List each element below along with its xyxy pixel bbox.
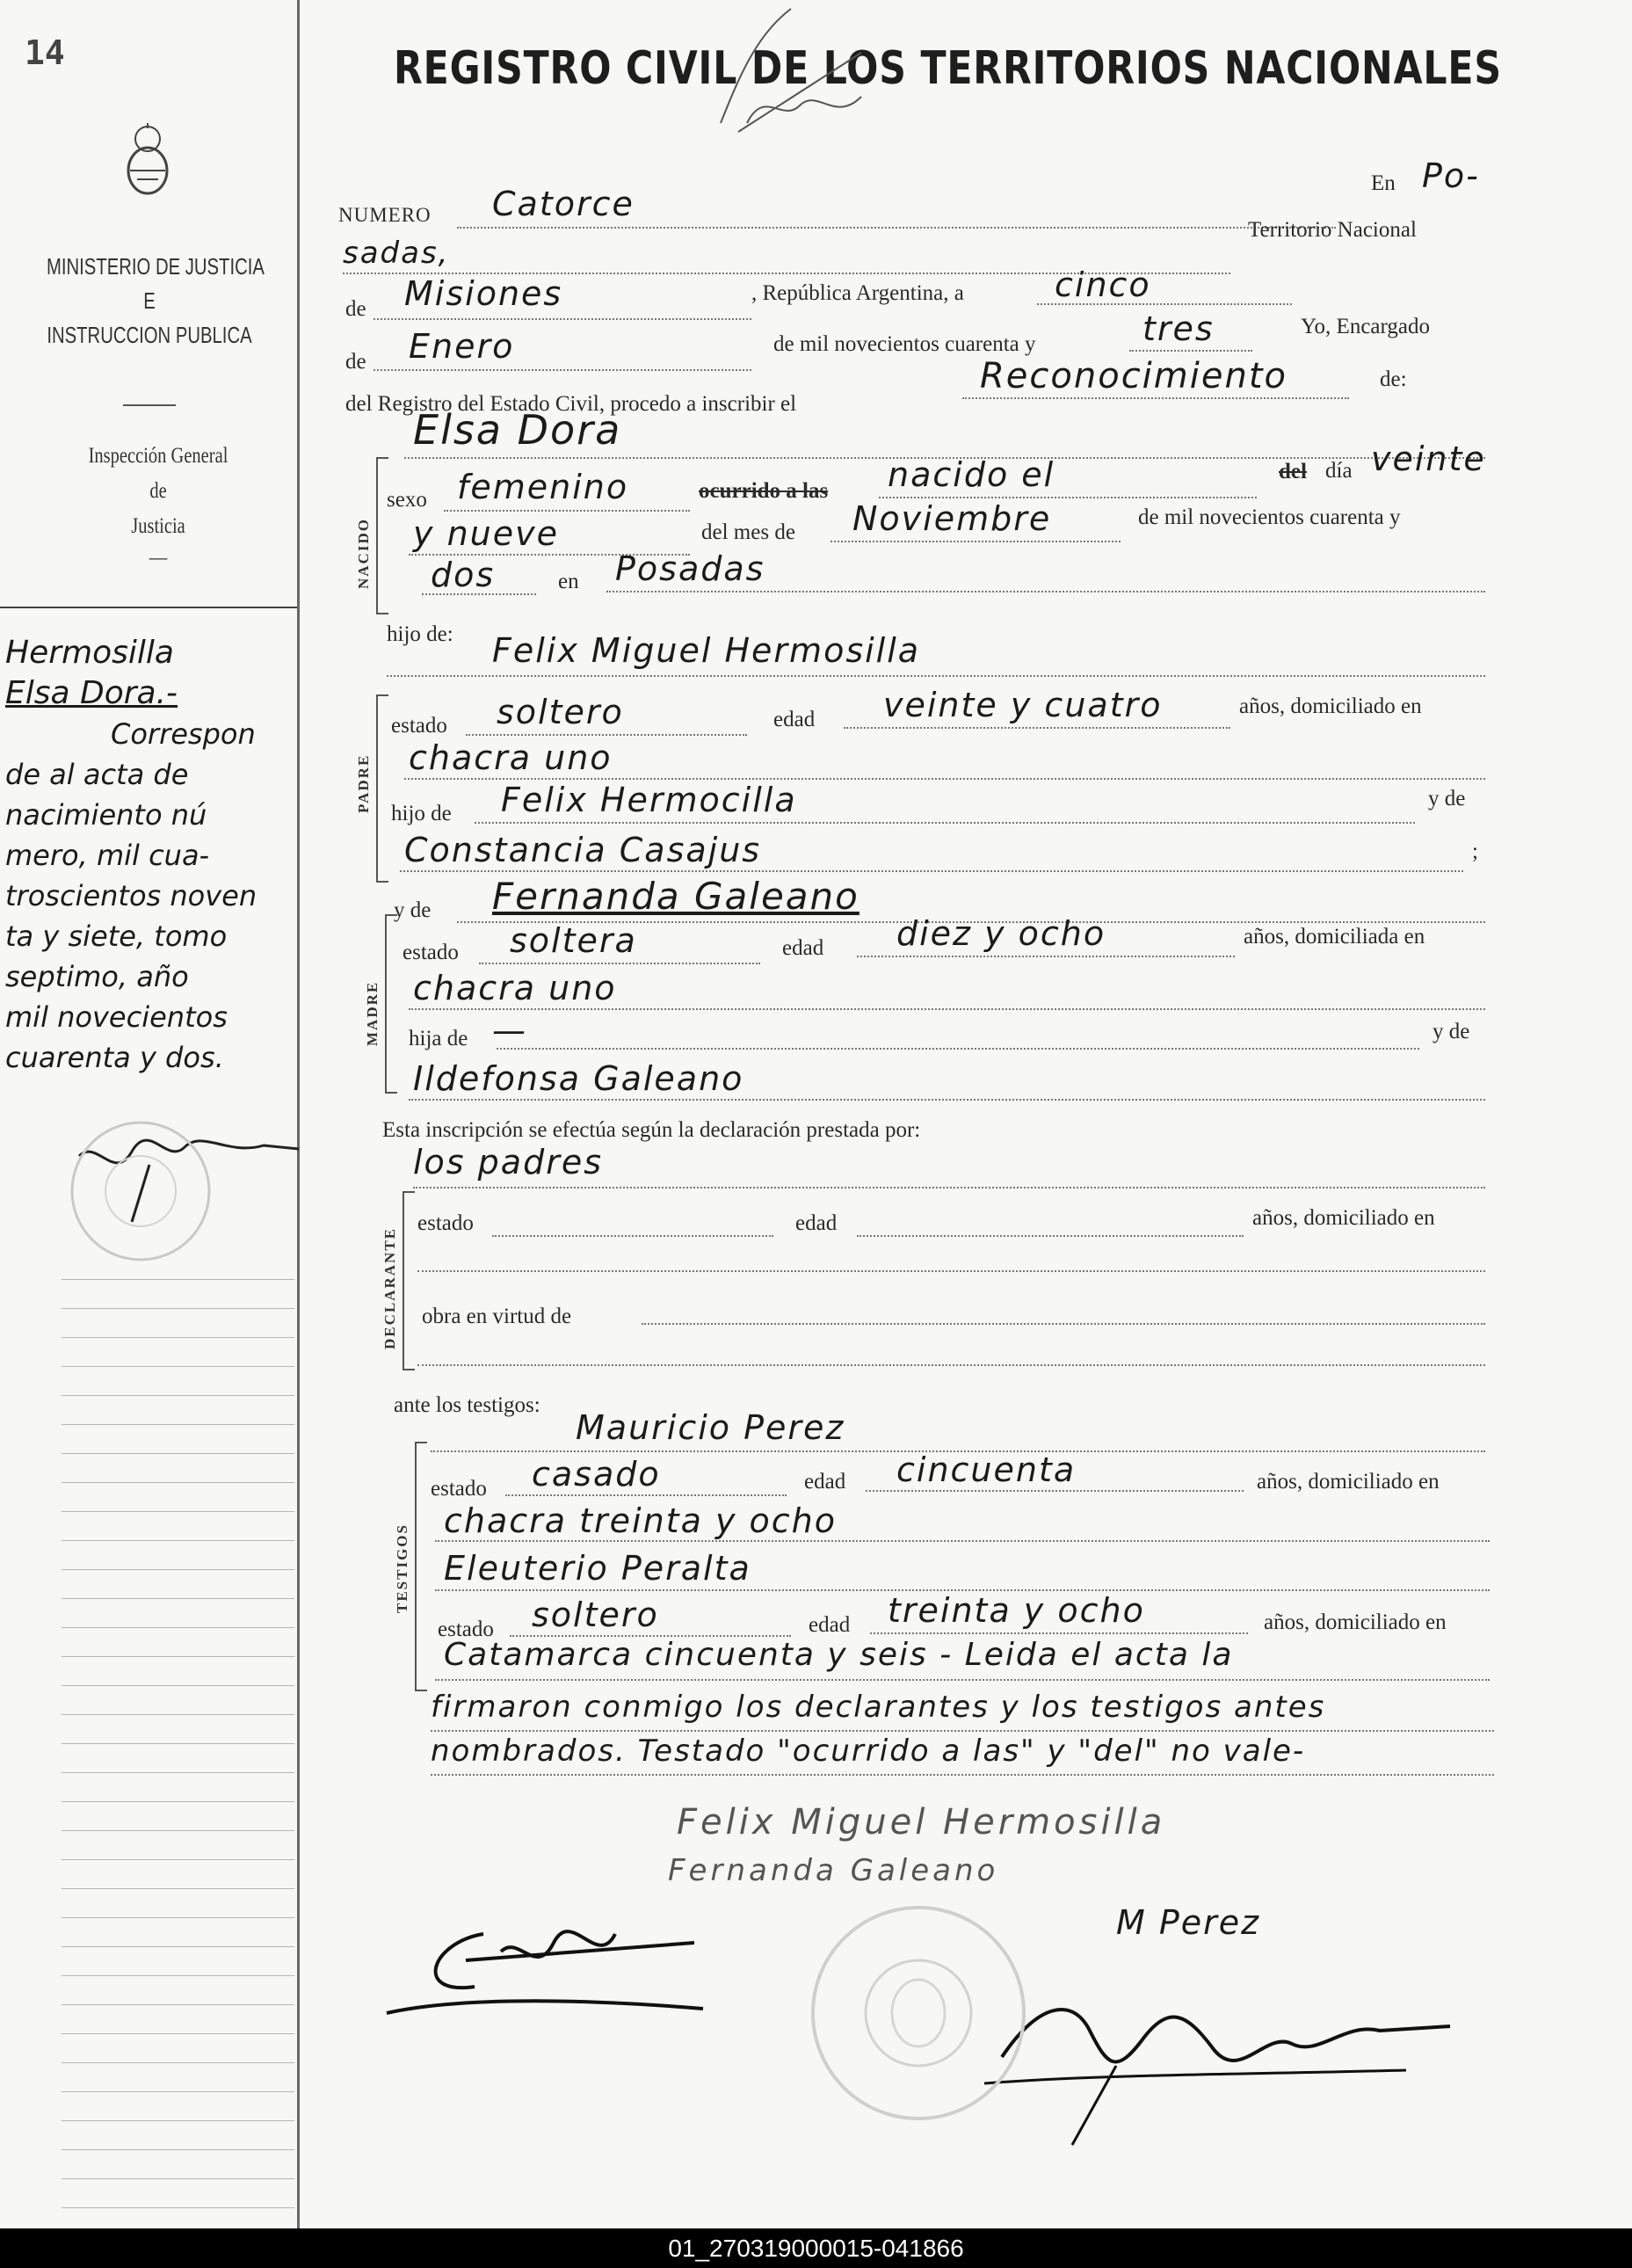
declarante-field-line [413,1187,1485,1189]
annotation-line: mero, mil cua- [5,839,210,872]
margin-rule [62,1946,294,1947]
field-padre-edad: veinte y cuatro [883,686,1163,724]
field-nac-mes: Noviembre [852,499,1052,538]
margin-rule [62,1453,294,1454]
ministry-divider [123,404,176,406]
annotation-line: mil novecientos [5,1000,228,1034]
margin-rule [62,1975,294,1976]
document-id-footer: 01_270319000015-041866 [0,2228,1632,2268]
annotation-line: septimo, año [5,960,189,993]
margin-rule [62,2120,294,2121]
label-testigos: ante los testigos: [394,1393,540,1417]
title-scribble [685,0,896,149]
closing-line-3: nombrados. Testado "ocurrido a las" y "del" no vale- [431,1734,1306,1769]
field-abuela-mat: Ildefonsa Galeano [413,1059,744,1098]
obra-field-line2 [417,1364,1485,1366]
label-padre-anos: años, domiciliado en [1239,694,1422,718]
annotation-line: Hermosilla [5,635,174,671]
field-madre-nombre: Fernanda Galeano [492,875,860,918]
document-title: REGISTRO CIVIL DE LOS TERRITORIOS NACIONALES [394,42,1502,95]
padre-bracket [376,694,388,883]
padre-estado-field-line [466,734,747,736]
field-nombre: Elsa Dora [413,406,622,454]
margin-rule [62,1801,294,1802]
side-label-padre: PADRE [355,753,372,813]
padre-nombre-field-line [387,675,1485,677]
closing-line-2: firmaron conmigo los declarantes y los testigos antes [431,1690,1326,1725]
label-decl-estado: estado [417,1211,474,1235]
margin-rule [62,1482,294,1483]
label-hija-de: hija de [409,1027,468,1050]
label-numero: NUMERO [338,204,432,226]
label-ocurrido: ocurrido a las [699,479,829,503]
anio-field-line [1129,350,1252,352]
field-t1-dom: chacra treinta y ocho [444,1501,837,1540]
t1-estado-field-line [505,1494,787,1496]
margin-rule [62,2033,294,2034]
decl-edad-field-line [857,1235,1244,1237]
ministry-line: INSTRUCCION PUBLICA [47,322,252,348]
label-t2-edad: edad [809,1613,851,1637]
label-y-de: y de [1428,787,1466,811]
field-numero: Catorce [492,185,635,223]
testigos-bracket [415,1442,427,1691]
side-label-declarante: DECLARANTE [381,1226,398,1349]
annotation-line: de al acta de [5,758,189,791]
inspection-heading [50,444,266,571]
label-territorio: Territorio Nacional [1248,218,1417,242]
label-hijo: hijo de: [387,622,453,646]
official-seal [804,1899,1033,2127]
field-abuela-pat: Constancia Casajus [404,831,762,869]
obra-field-line [642,1323,1485,1325]
decl-dom-field-line [417,1270,1485,1272]
field-mes: Enero [409,327,515,366]
nac-mes-field-line [831,541,1121,542]
margin-rule [62,1917,294,1918]
label-de-mil: de mil novecientos cuarenta y [773,332,1036,356]
margin-rule [62,1511,294,1512]
label-en2: en [558,570,579,593]
label-en: En [1371,171,1396,195]
label-sexo: sexo [387,488,427,512]
nacido-bracket [376,457,388,614]
margin-rule [62,1888,294,1889]
signature-father: Felix Miguel Hermosilla [677,1802,1166,1843]
side-label-nacido: NACIDO [355,518,372,589]
closing-line-1: Catamarca cincuenta y seis - Leida el acta la [444,1637,1234,1673]
margin-rule [62,1627,294,1628]
abuelo-mat-field-line [497,1048,1419,1050]
margin-rule [62,2062,294,2063]
margin-annotation [5,633,295,1078]
label-decl-edad: edad [795,1211,838,1235]
field-dia: cinco [1055,265,1151,304]
label-t1-edad: edad [804,1470,846,1494]
margin-rule [62,1424,294,1425]
field-territorio: Misiones [404,274,563,313]
margin-rule [62,1685,294,1686]
annotation-line: nacimiento nú [5,798,207,832]
label-decl-anos: años, domiciliado en [1252,1206,1435,1230]
label-del-registro: del Registro del Estado Civil, procedo a inscribir el [345,392,797,416]
t1-edad-field-line [866,1490,1244,1492]
madre-estado-field-line [479,963,760,964]
margin-rule [62,1337,294,1338]
margin-rule [62,1395,294,1396]
label-hijo-de: hijo de [391,802,452,825]
padre-edad-field-line [844,727,1230,729]
declarante-bracket [403,1191,415,1370]
field-t1-edad: cincuenta [896,1450,1077,1489]
margin-rule [62,1859,294,1860]
abuela-mat-field-line [409,1099,1485,1101]
field-t2-estado: soltero [532,1596,659,1634]
page-number: 14 [25,33,65,72]
dia-field-line [1037,303,1292,305]
margin-rule [62,1598,294,1599]
inspection-dash: — [149,546,168,570]
field-nac-anio: dos [431,556,496,594]
mes-field-line [374,369,751,371]
ministry-line: MINISTERIO DE JUSTICIA [47,253,265,280]
field-madre-edad: diez y ocho [896,914,1106,953]
label-del-mes: del mes de [701,520,795,544]
annotation-line: troscientos noven [5,879,257,912]
field-lugar-cont: sadas, [343,236,450,271]
margin-separator [297,0,300,2228]
madre-dom-field-line [409,1008,1485,1010]
margin-stamp [62,1116,220,1266]
ministry-heading [47,253,265,349]
nacido-field-line [879,497,1257,498]
field-padre-dom: chacra uno [409,738,613,777]
side-label-testigos: TESTIGOS [394,1523,410,1613]
label-t1-estado: estado [431,1477,487,1501]
margin-rule [62,1308,294,1309]
field-en-lugar: Po- [1422,156,1480,195]
field-sexo: femenino [457,468,629,506]
margin-rule [62,2207,294,2208]
annotation-line: cuarenta y dos. [5,1041,224,1074]
annotation-line: ta y siete, tomo [5,920,228,953]
field-declarante: los padres [413,1143,604,1181]
field-t1-estado: casado [532,1455,661,1494]
margin-rule [62,1279,294,1280]
label-de3: de: [1380,367,1407,391]
label-madre-edad: edad [782,936,824,960]
inspection-line: Inspección General [88,444,228,468]
numero-field-line [457,227,1336,229]
side-label-madre: MADRE [364,980,381,1046]
field-testigo2: Eleuterio Peralta [444,1549,751,1588]
t1-dom-field-line [435,1540,1490,1542]
annotation-line: Correspon [111,717,256,751]
annotation-line: Elsa Dora.- [5,675,178,711]
label-t2-estado: estado [438,1617,494,1641]
inspection-line: de [149,479,167,503]
coat-of-arms-icon [123,121,172,199]
field-padre-estado: soltero [497,693,624,731]
t2-edad-field-line [870,1632,1248,1634]
label-padre-edad: edad [773,708,816,731]
inspection-divider [0,607,297,608]
margin-rule [62,1743,294,1744]
label-y-de3: y de [1433,1020,1470,1043]
field-testigo1: Mauricio Perez [576,1408,845,1447]
abuelo-pat-field-line [475,822,1415,824]
signature-witness2 [378,1908,712,2022]
margin-rule [62,2004,294,2005]
label-inscripcion: Esta inscripción se efectúa según la declaración prestada por: [382,1118,921,1142]
territorio-field-line [374,318,751,320]
label-madre-estado: estado [403,941,459,964]
label-y-de2: y de [394,898,432,922]
label-del: del [1279,460,1307,483]
decl-estado-field-line [492,1235,773,1237]
margin-rule [62,2149,294,2150]
nac-lugar-field-line [606,591,1485,592]
sexo-field-line [444,510,690,512]
padre-dom-field-line [404,778,1485,780]
closing-line-2-rule [431,1730,1494,1732]
ministry-line: E [143,287,156,314]
label-dia: día [1325,459,1353,483]
label-obra: obra en virtud de [422,1305,572,1328]
signature-witness1: M Perez [1116,1903,1261,1942]
label-de2: de [345,350,366,374]
field-nac-dia: veinte [1371,440,1486,478]
label-de-mil2: de mil novecientos cuarenta y [1138,505,1401,529]
inspection-line: Justicia [131,514,185,538]
abuela-pat-field-line [400,870,1463,872]
label-de: de [345,297,366,321]
field-abuelo-pat: Felix Hermocilla [501,781,797,819]
closing-line-3-rule [431,1774,1494,1776]
madre-edad-field-line [857,956,1235,957]
signature-registrar [967,1978,1459,2154]
field-anio: tres [1142,309,1215,348]
closing-line-1-rule [435,1679,1490,1681]
field-madre-estado: soltera [510,921,637,960]
nac-anio-field-line [422,593,536,595]
margin-rule [62,1569,294,1570]
field-t2-edad: treinta y ocho [888,1591,1145,1630]
margin-rule [62,1366,294,1367]
label-t2-anos: años, domiciliado en [1264,1610,1447,1634]
label-yo: Yo, Encargado [1301,315,1430,338]
field-nac-dia2: y nueve [413,514,559,553]
margin-rule [62,1540,294,1541]
madre-bracket [385,914,397,1094]
field-abuelo-mat: — [492,1011,527,1050]
margin-rule [62,1656,294,1657]
label-semicolon: ; [1472,840,1478,863]
label-t1-anos: años, domiciliado en [1257,1470,1440,1494]
margin-rule [62,2178,294,2179]
label-republica: , República Argentina, a [751,281,964,305]
label-padre-estado: estado [391,714,447,738]
margin-rule [62,2091,294,2092]
margin-rule [62,1772,294,1773]
margin-rule [62,1830,294,1831]
signature-mother: Fernanda Galeano [668,1853,999,1888]
acto-field-line [962,397,1349,399]
field-madre-dom: chacra uno [413,969,617,1007]
margin-rule [62,1714,294,1715]
field-padre-nombre: Felix Miguel Hermosilla [492,631,921,670]
field-nacido: nacido el [888,455,1055,494]
field-acto: Reconocimiento [980,356,1287,396]
label-madre-anos: años, domiciliada en [1244,925,1425,949]
field-nac-lugar: Posadas [615,549,765,588]
